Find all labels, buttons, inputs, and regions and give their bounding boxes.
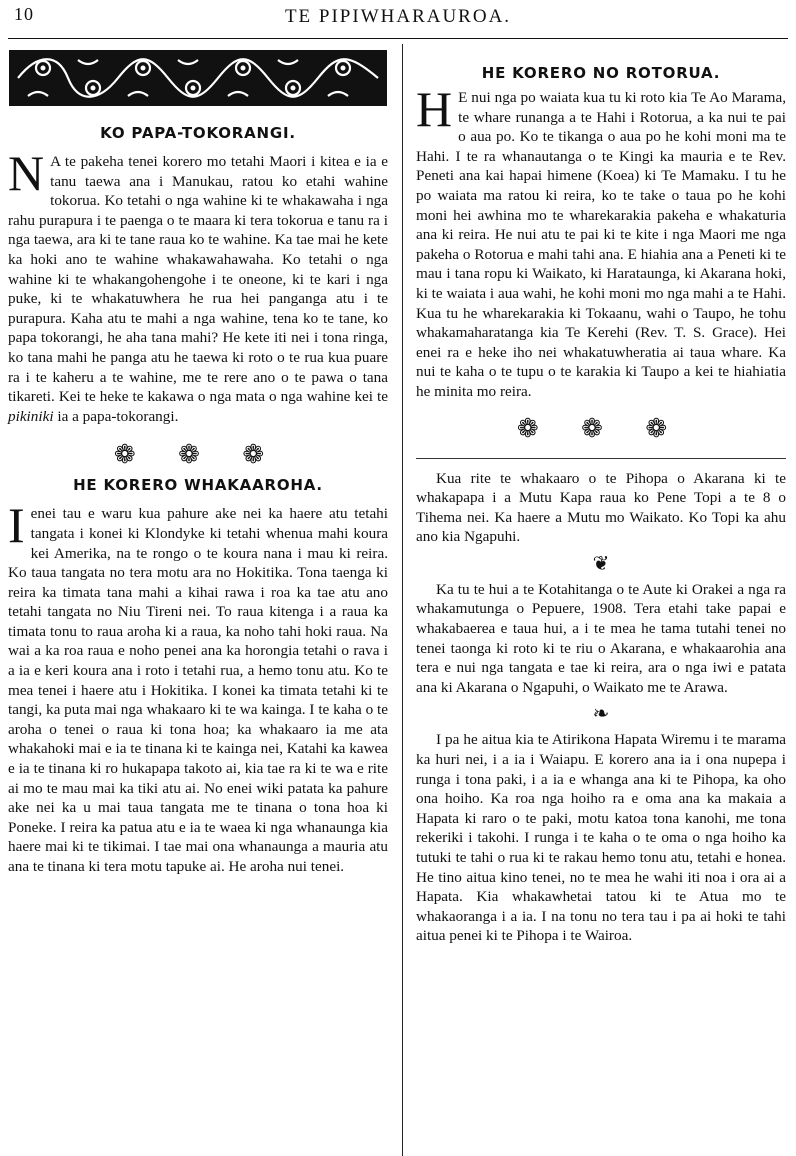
article-title-korero-whakaaroha: HE KORERO WHAKAAROHA.	[73, 476, 323, 495]
article-text: enei tau e waru kua pahure ake nei ka haere atu tetahi tangata i konei ki Klondyke ki tetahi whenua mahi koura kei Amerika, na te rongo o te koura nana i mau ki reira. Ko taua tangata no tera motu ara no Hokitika. Tona taenga ki reira ka timata tana mahi a kihai rawa i roa ka tae atu ano tetahi tangata no Niu Tireni nei. To raua kitenga i a raua ka timata tonu to raua aroha ki a raua, ka noho tahi hoki raua. Na wai a ka roa raua e noho penei ana ka horongia tetahi o rava i a ia e keri koura ana i roto i tetahi rua, a hemo tonu atu. Ko te mea tenei i haere atu i Hokitika. I konei ka timata tetahi ki te tangi, ka puta mai nga whakaaro ki te wa kainga. I te kaha o te aroha o tenei o raua ki tona hoa; ka whakaaro ia me ata whakahoki mai e ia te tinana ki te kainga nei, Katahi ka kawea e ia te tinana ki ro hukapapa takoto ai, kia tae ra ki te wa e rite ai mo te mau mai ka tiki atu ai. No enei wiki patata ka pahure ake nei ka u mai taua tangata me te tinana o tona hoa ki Poneke. I reira ka patua atu e ia te waea ki nga whanaunga kia haere mai ki te tikimai. I tae mai ona whanaunga a mauria atu ana te tinana ki tera motu tapuke ai. He aroha nui tenei.	[8, 505, 388, 875]
news-item-pihopa: Kua rite te whakaaro o te Pihopa o Akarana ki te whakapapa i a Mutu Kapa raua ko Pene Topi a te 8 o Tihema nei. Ka haere a Mutu mo Waikato. Ko Topi ka ahu ano kia Ngapuhi.	[416, 469, 786, 546]
article-body-korero-whakaaroha	[8, 497, 388, 876]
article-title-papa-tokorangi: KO PAPA-TOKORANGI.	[100, 124, 296, 142]
left-column	[8, 44, 388, 877]
news-item-aitua: I pa he aitua kia te Atirikona Hapata Wiremu i te marama ka huri nei, i a ia i Waiapu. E korero ana ia i ona nupepa i runga i tona paki, i a ia e whanga ana ki te Pihopa, ka oho ona hoiho. Ka roa nga hoiho ra e oma ana ka makaia a Hapata ki raro o te paki, motu katoa tona kanohi, me tona rekeriki i takohi. I runga i te kaha o te oma o nga hoiho ka tutuki te tahi o rua ki te rakau hemo tonu atu, tetahi e honea. He tino aitua kino tenei, no te mea he wahi iti noa i ora ai a Hapata. Kia whakawhetai tatou ki te Atua mo te whakaoranga i a ia. I na tonu no tera tau i pa ai hoki te tahi aitua penei ki te Pihopa i te Wairoa.	[416, 731, 786, 945]
decorative-scroll-banner	[8, 48, 388, 108]
article-text-end: ia a papa-tokorangi.	[53, 407, 179, 425]
drop-cap: N	[8, 145, 45, 201]
italic-word: pikiniki	[8, 407, 54, 425]
fleuron-divider: ❁ ❁ ❁	[113, 440, 283, 470]
article-title-rotorua: HE KORERO NO ROTORUA.	[481, 64, 721, 82]
fleuron-divider: ❁ ❁ ❁	[516, 413, 686, 443]
small-ornament: ❦	[592, 552, 610, 575]
drop-cap: I	[8, 497, 25, 554]
right-column	[416, 44, 786, 946]
header-rule	[8, 38, 788, 39]
article-body-papa-tokorangi	[8, 145, 388, 426]
section-rule	[416, 458, 786, 459]
article-text: E nui nga po waiata kua tu ki roto kia Te Ao Marama, te whare runanga a te Hahi i Rotorua, a ka nui te pai o aua po. Ko te tikanga o aua po he kohi moni ma te Hahi. I te ra whanautanga o te Kingi ka mauria e te Rev. Peneti ana kai hapai himene (Koea) ki Te Mamaku. I tu he po waiata ma ratou ki reira, ko te take o taua po he kohi moni hei awhina mo te wharekarakia pakeha e whakaturia ana ki reira. He nui atu te pai ki te kite i nga Maori me nga pakeha o Rotorua e mahi tahi ana. E hiahia ana a Peneti ki te mau i tana ropu ki Waikato, ki Harataunga, ki Akarana hoki, ki te waiata i aua wahi, he kohi moni mo nga mahi a te Hahi. Kua tu he wharekarakia ki Tokaanu, wahi o Taupo, he tohu whakamaharatanga kia Te Kerehi (Rev. T. S. Grace). Hei enei ra e heke iho nei whakatuwheratia ai taua whare. Ka nui te kaha o te tupu o te karakia ki Taupo a kei te hiahiatia he minita mo reira.	[416, 89, 786, 400]
page-number: 10	[14, 4, 34, 24]
running-title: TE PIPIWHARAUROA.	[284, 6, 512, 27]
column-divider	[402, 44, 403, 1156]
page-header	[0, 0, 796, 48]
drop-cap: H	[416, 81, 453, 137]
small-ornament: ❧	[592, 703, 610, 726]
news-item-kotahitanga: Ka tu te hui a te Kotahitanga o te Aute ki Orakei a nga ra whakamutunga o Pepuere, 1908. Tera etahi take papai e whakabaerea e taua hui, a i te mea he tama tutahi tenei no tenei taonga ki roto ki te riu o Akarana, e whakaarohia ana tera e nui nga tangata e tae ki reira, ara o nga iwi e patata ana ki Akarana o Ngapuhi, o Waikato me te Arawa.	[416, 580, 786, 696]
article-text: A te pakeha tenei korero mo tetahi Maori i kitea e ia e tanu taewa ana i Manukau, ratou ko etahi wahine tokorua. Ko tetahi o nga wahine ki te whakawaha i nga rahu purapura i te paenga o te maara ki tera tokorua e tanu ra i nga taewa, ara ki te tane raua ko te wahine. Ka tae mai he kete ka hoki ano te wahine whakawahawaha. Ko tetahi o nga wahine ki te whakangohengohe i te oneone, ki te kari i nga puke, ki te whakatuwhera he rua hei panganga atu i te purapura. Kaha atu te mahi a nga wahine, tena ko te tane, ko papa tokorangi, he aha tana mahi? He kete iti nei i tona ringa, ko tana mahi he panga atu he taewa ki roto o te rua kua puare ra i te kaheru a te wahine, me te rere ano o te pawa o tana tikareti. Kei te heke te kakawa o nga mata o nga wahine kei te	[8, 153, 388, 406]
article-body-rotorua	[416, 81, 786, 402]
